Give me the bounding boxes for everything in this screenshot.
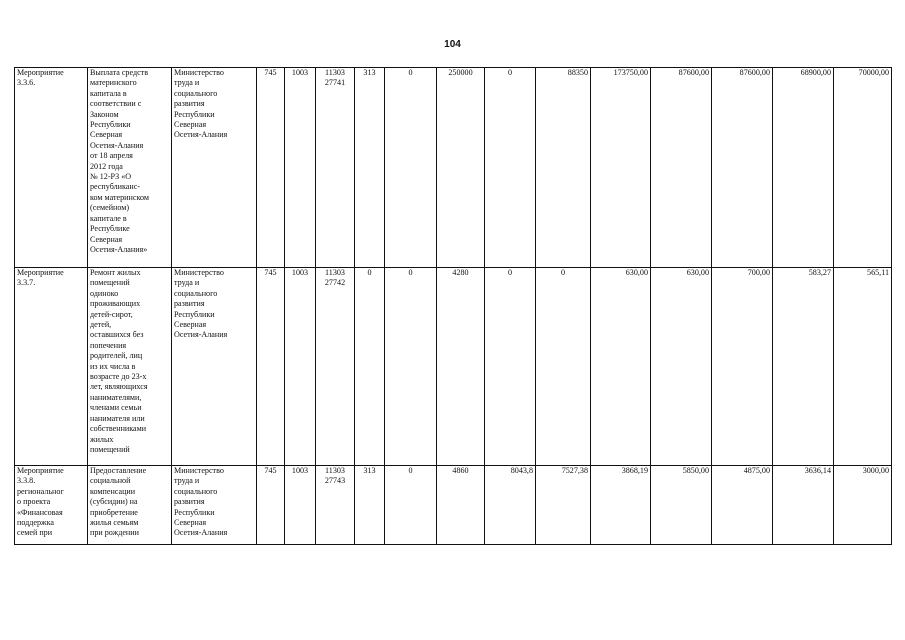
amount-cell-6: 5850,00: [651, 466, 712, 545]
description-cell: Предоставление социальной компенсации (субсидии) на приобретение жилья семьям при рождении: [88, 466, 172, 545]
amount-cell-4: 88350: [536, 68, 591, 268]
description-cell: Выплата средств материнского капитала в соответствии с Законом Республики Северная Осетия-Алания от 18 апреля 2012 года № 12-РЗ «О республиканс- ком материнском (семейном) капитале в Республике Северная Осетия-Алания»: [88, 68, 172, 268]
rzpr-cell: 1003: [285, 268, 316, 466]
executor-cell: Министерство труда и социального развития Республики Северная Осетия-Алания: [172, 466, 257, 545]
page-number: 104: [444, 39, 461, 50]
table-row: [15, 466, 892, 545]
vr-cell: 313: [355, 68, 385, 268]
amount-cell-3: 0: [485, 68, 536, 268]
executor-cell: Министерство труда и социального развития Республики Северная Осетия-Алания: [172, 68, 257, 268]
amount-cell-8: 3636,14: [773, 466, 834, 545]
rzpr-cell: 1003: [285, 466, 316, 545]
amount-cell-3: 0: [485, 268, 536, 466]
amount-cell-3: 8043,8: [485, 466, 536, 545]
amount-cell-9: 565,11: [834, 268, 892, 466]
amount-cell-5: 3868,19: [591, 466, 651, 545]
amount-cell-2: 4860: [437, 466, 485, 545]
amount-cell-5: 630,00: [591, 268, 651, 466]
vr-cell: 0: [355, 268, 385, 466]
event-cell: Мероприятие 3.3.7.: [15, 268, 88, 466]
amount-cell-6: 630,00: [651, 268, 712, 466]
grbs-cell: 745: [257, 268, 285, 466]
executor-cell: Министерство труда и социального развития Республики Северная Осетия-Алания: [172, 268, 257, 466]
amount-cell-4: 0: [536, 268, 591, 466]
amount-cell-8: 68900,00: [773, 68, 834, 268]
amount-cell-9: 70000,00: [834, 68, 892, 268]
grbs-cell: 745: [257, 466, 285, 545]
amount-cell-9: 3000,00: [834, 466, 892, 545]
grbs-cell: 745: [257, 68, 285, 268]
event-cell: Мероприятие 3.3.6.: [15, 68, 88, 268]
table-row: [15, 68, 892, 268]
rzpr-cell: 1003: [285, 68, 316, 268]
amount-cell-5: 173750,00: [591, 68, 651, 268]
csr-cell: 11303 27743: [316, 466, 355, 545]
budget-table: [14, 67, 892, 545]
table-row: [15, 268, 892, 466]
amount-cell-1: 0: [385, 268, 437, 466]
amount-cell-6: 87600,00: [651, 68, 712, 268]
amount-cell-7: 4875,00: [712, 466, 773, 545]
description-cell: Ремонт жилых помещений одиноко проживающих детей-сирот, детей, оставшихся без попечения родителей, лиц из их числа в возрасте до 23-х лет, являющихся нанимателями, членами семьи нанимателя или собственниками жилых помещений: [88, 268, 172, 466]
amount-cell-8: 583,27: [773, 268, 834, 466]
amount-cell-1: 0: [385, 68, 437, 268]
vr-cell: 313: [355, 466, 385, 545]
amount-cell-1: 0: [385, 466, 437, 545]
amount-cell-7: 87600,00: [712, 68, 773, 268]
amount-cell-2: 4280: [437, 268, 485, 466]
csr-cell: 11303 27741: [316, 68, 355, 268]
amount-cell-2: 250000: [437, 68, 485, 268]
amount-cell-7: 700,00: [712, 268, 773, 466]
event-cell: Мероприятие 3.3.8. региональног о проекта «Финансовая поддержка семей при: [15, 466, 88, 545]
csr-cell: 11303 27742: [316, 268, 355, 466]
amount-cell-4: 7527,38: [536, 466, 591, 545]
